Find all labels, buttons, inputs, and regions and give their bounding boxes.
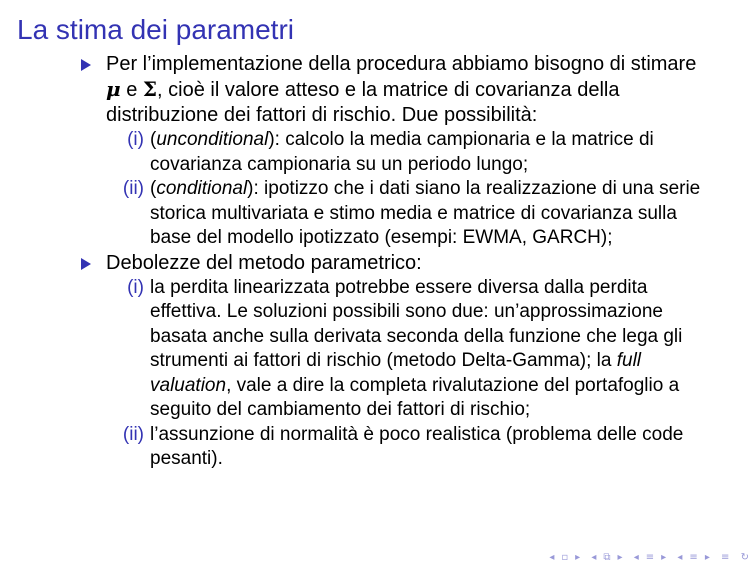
sub-item-conditional: [0, 177, 756, 251]
slide-title: La stima dei parametri: [17, 14, 295, 45]
nav-next-subsection-icon[interactable]: ▸: [617, 552, 624, 563]
bullet-item-parameters: [0, 52, 756, 128]
slide-content: [0, 52, 756, 472]
enum-marker: (ii): [122, 423, 144, 445]
sub-item-normality: [0, 423, 756, 472]
sub-item-text: l’assunzione di normalità è poco realistica (problema delle code pesanti).: [150, 423, 684, 469]
sub-item-linearized-loss: [0, 276, 756, 423]
nav-prev-frame-icon[interactable]: ◂: [549, 552, 556, 563]
nav-prev-subsection-icon[interactable]: ◂: [591, 552, 598, 563]
nav-section-icon[interactable]: ≡: [645, 552, 656, 563]
enum-marker: (i): [127, 129, 144, 150]
sub-item-unconditional: [0, 128, 756, 177]
sub-list-weaknesses: [0, 276, 756, 472]
triangle-bullet-icon: [81, 258, 91, 270]
nav-outline-icon[interactable]: ≡: [721, 552, 731, 563]
nav-search-back-icon[interactable]: ↻: [740, 552, 750, 563]
nav-frame-icon[interactable]: ▫: [561, 552, 570, 563]
enum-marker: (ii): [122, 178, 144, 199]
nav-next-section-icon[interactable]: ▸: [661, 552, 668, 563]
nav-next-doc-icon[interactable]: ▸: [704, 552, 711, 563]
triangle-bullet-icon: [81, 59, 91, 71]
nav-doc-icon[interactable]: ≡: [689, 552, 699, 563]
sub-item-text: la perdita linearizzata potrebbe essere diversa dalla perdita effettiva. Le soluzioni possibili sono due: un’approssimazione basata anche sulla derivata seconda della funzione che lega gli strumenti ai fattori di rischio (metodo Delta-Gamma); la full valuation, vale a dire la completa rivalutazione del portafoglio a seguito del cambiamento dei fattori di rischio;: [150, 276, 683, 420]
item-text: Per l’implementazione della procedura abbiamo bisogno di stimare μ e Σ, cioè il valore atteso e la matrice di covarianza della distribuzione dei fattori di rischio. Due possibilità:: [106, 53, 697, 126]
beamer-navigation-bar: [543, 552, 750, 563]
math-sigma: Σ: [142, 77, 158, 101]
nav-prev-doc-icon[interactable]: ◂: [677, 552, 684, 563]
nav-subsection-icon[interactable]: ⧉: [603, 552, 612, 563]
item-text: Debolezze del metodo parametrico:: [106, 251, 422, 274]
sub-item-text: (unconditional): calcolo la media campionaria e la matrice di covarianza campionaria su un periodo lungo;: [150, 129, 654, 175]
enum-marker: (i): [127, 276, 144, 298]
sub-item-text: (conditional): ipotizzo che i dati siano la realizzazione di una serie storica multivariata e stimo media e matrice di covarianza sulla base del modello ipotizzato (esempi: EWMA, GARCH);: [150, 178, 701, 248]
nav-prev-section-icon[interactable]: ◂: [633, 552, 640, 563]
bullet-item-weaknesses: [0, 251, 756, 276]
nav-next-frame-icon[interactable]: ▸: [575, 552, 582, 563]
sub-list-possibilities: [0, 128, 756, 251]
math-mu: μ: [106, 77, 121, 101]
